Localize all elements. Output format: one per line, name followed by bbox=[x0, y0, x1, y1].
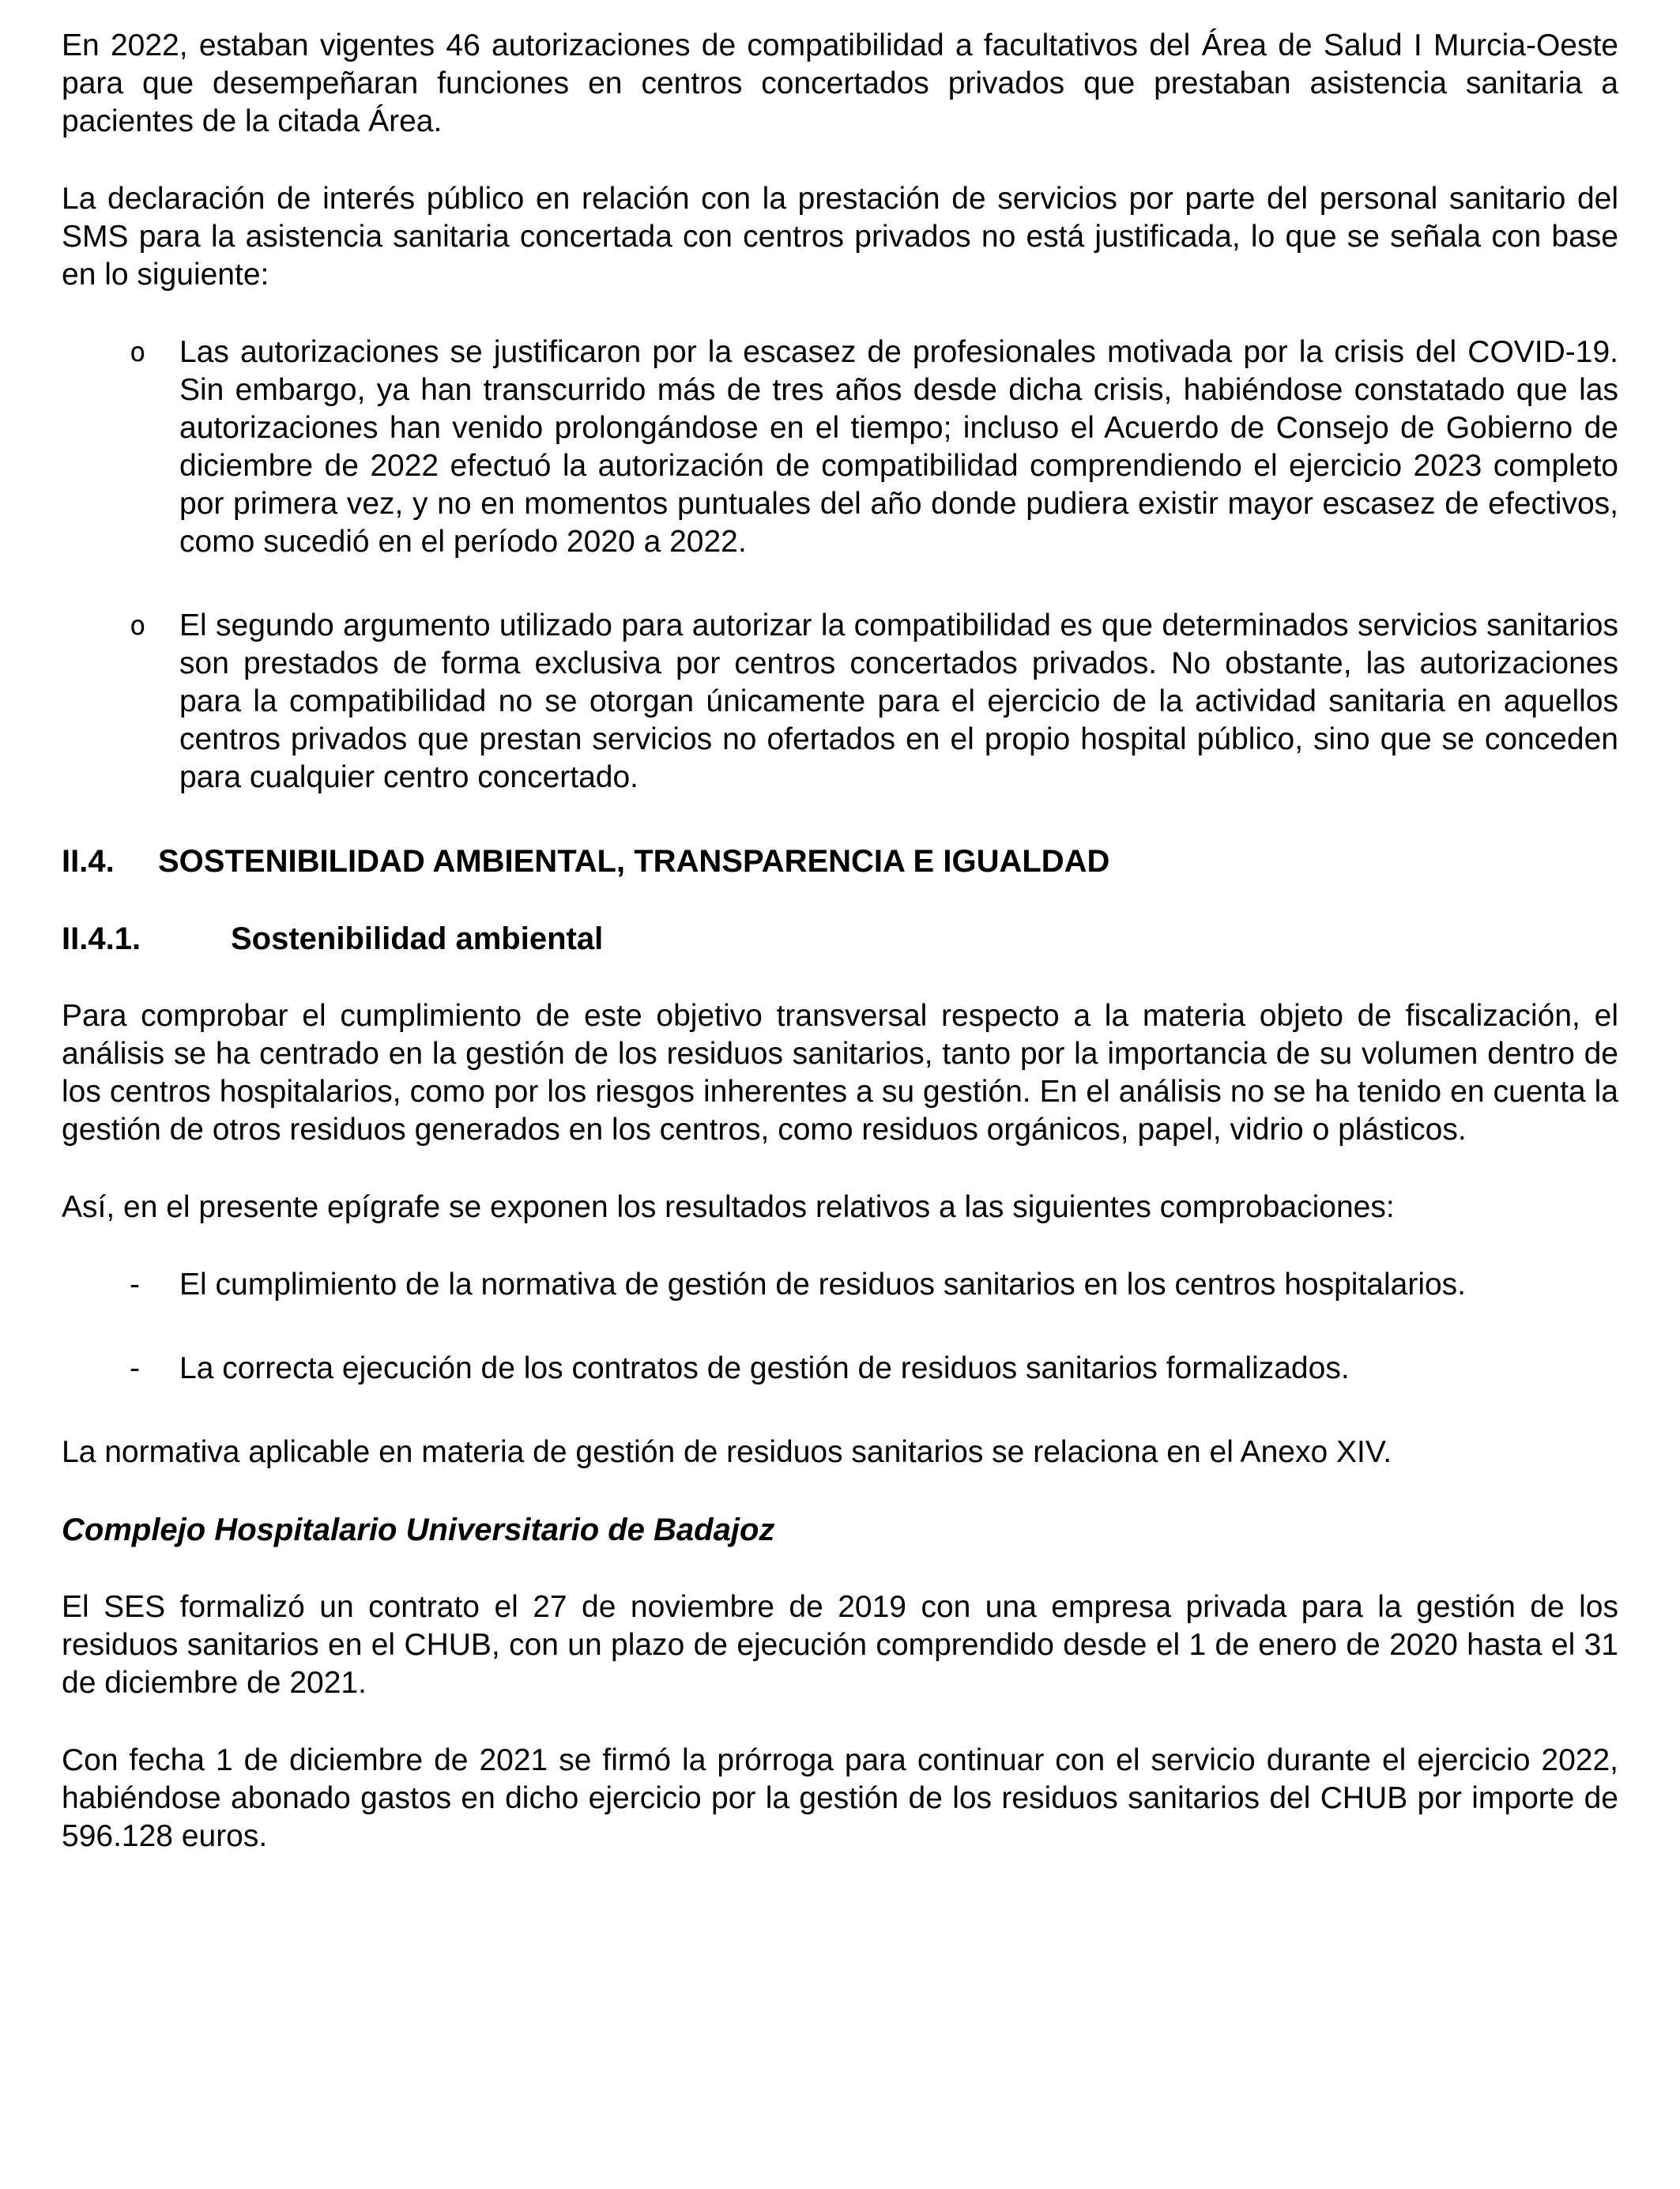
list-item-contract-execution bbox=[62, 1350, 1618, 1388]
paragraph-waste-management-scope: Para comprobar el cumplimiento de este objetivo transversal respecto a la materia objeto de fiscalización, el análisis se ha centrado en la gestión de los residuos sanitarios, tanto por la importancia de su volumen dentro de los centros hospitalarios, como por los riesgos inherentes a su gestión. En el análisis no se ha tenido en cuenta la gestión de otros residuos generados en los centros, como residuos orgánicos, papel, vidrio o plásticos. bbox=[62, 999, 1618, 1147]
dash-bullet-marker: - bbox=[130, 1268, 140, 1302]
paragraph-extension-2021: Con fecha 1 de diciembre de 2021 se firmó la prórroga para continuar con el servicio durante el ejercicio 2022, habiéndose abonado gastos en dicho ejercicio por la gestión de los residuos sanitarios del CHUB por importe de 596.128 euros. bbox=[62, 1743, 1618, 1853]
list-item-text: El cumplimiento de la normativa de gestión de residuos sanitarios en los centros hospitalarios. bbox=[179, 1268, 1467, 1302]
paragraph-authorizations-2022: En 2022, estaban vigentes 46 autorizaciones de compatibilidad a facultativos del Área de Salud I Murcia-Oeste para que desempeñaran funciones en centros concertados privados que prestaban asistencia sanitaria a pacientes de la citada Área. bbox=[62, 28, 1618, 138]
circle-bullet-marker: o bbox=[130, 610, 146, 642]
paragraph-ses-contract-2019: El SES formalizó un contrato el 27 de noviembre de 2019 con una empresa privada para la gestión de los residuos sanitarios en el CHUB, con un plazo de ejecución comprendido desde el 1 de enero de 2020 hasta el 31 de diciembre de 2021. bbox=[62, 1590, 1618, 1700]
list-item-covid-justification bbox=[62, 333, 1618, 561]
section-number: II.4. bbox=[62, 844, 115, 879]
section-title: SOSTENIBILIDAD AMBIENTAL, TRANSPARENCIA E IGUALDAD bbox=[158, 844, 1110, 879]
hospital-heading-badajoz: Complejo Hospitalario Universitario de Badajoz bbox=[62, 1513, 775, 1547]
subsection-title: Sostenibilidad ambiental bbox=[231, 921, 604, 956]
section-heading-ii4 bbox=[62, 842, 1618, 880]
list-item-text: El segundo argumento utilizado para autorizar la compatibilidad es que determinados servicios sanitarios son prestados de forma exclusiva por centros concertados privados. No obstante, las autorizaciones para la compatibilidad no se otorgan únicamente para el ejercicio de la actividad sanitaria en aquellos centros privados que prestan servicios no ofertados en el propio hospital público, sino que se conceden para cualquier centro concertado. bbox=[179, 608, 1618, 794]
circle-bullet-marker: o bbox=[130, 337, 146, 368]
list-item-compliance bbox=[62, 1266, 1618, 1304]
subsection-number: II.4.1. bbox=[62, 921, 141, 956]
paragraph-annex-reference: La normativa aplicable en materia de gestión de residuos sanitarios se relaciona en el Anexo XIV. bbox=[62, 1435, 1392, 1469]
paragraph-public-interest-declaration: La declaración de interés público en relación con la prestación de servicios por parte del personal sanitario del SMS para la asistencia sanitaria concertada con centros privados no está justificada, lo que se señala con base en lo siguiente: bbox=[62, 182, 1618, 292]
subsection-heading-ii41 bbox=[62, 920, 1618, 958]
list-item-text: Las autorizaciones se justificaron por la escasez de profesionales motivada por la crisis del COVID-19. Sin embargo, ya han transcurrido más de tres años desde dicha crisis, habiéndose constatado que las autorizaciones han venido prolongándose en el tiempo; incluso el Acuerdo de Consejo de Gobierno de diciembre de 2022 efectuó la autorización de compatibilidad comprendiendo el ejercicio 2023 completo por primera vez, y no en momentos puntuales del año donde pudiera existir mayor escasez de efectivos, como sucedió en el período 2020 a 2022. bbox=[179, 335, 1618, 559]
dash-bullet-marker: - bbox=[130, 1351, 140, 1385]
list-item-text: La correcta ejecución de los contratos de gestión de residuos sanitarios formalizados. bbox=[179, 1351, 1350, 1385]
paragraph-verifications-intro: Así, en el presente epígrafe se exponen los resultados relativos a las siguientes comprobaciones: bbox=[62, 1190, 1395, 1224]
list-item-second-argument bbox=[62, 607, 1618, 797]
